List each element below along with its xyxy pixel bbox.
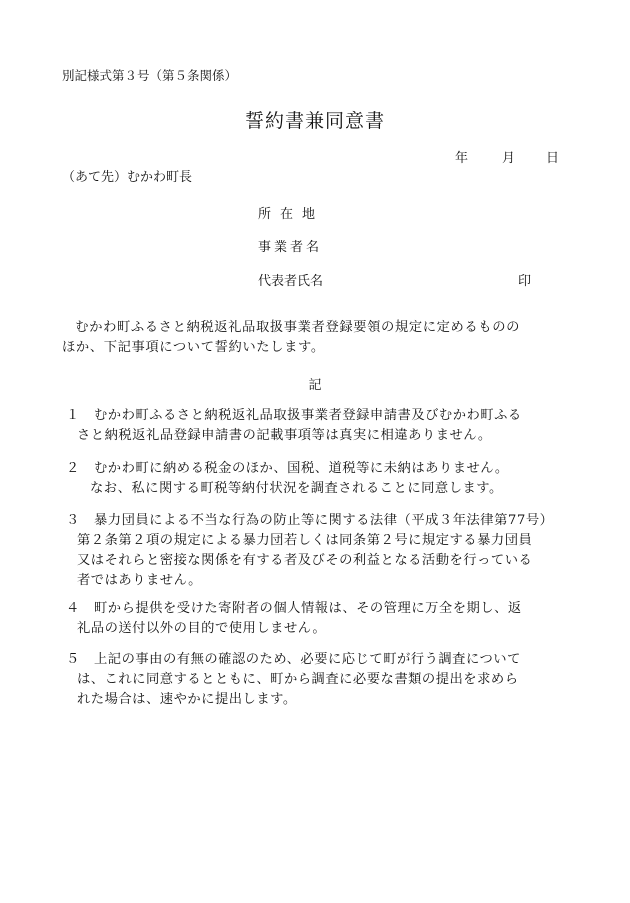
form-number: 別記様式第３号（第５条関係） [62,68,238,83]
item-number: １ [66,408,80,423]
date-day-label: 日 [546,151,560,166]
addressee: （あて先）むかわ町長 [62,170,193,185]
item-line: むかわ町に納める税金のほか、国税、道税等に未納はありません。 [94,461,509,476]
pledge-item [62,511,582,591]
item-line: さと納税返礼品登録申請書の記載事項等は真実に相違ありません。 [77,428,492,443]
item-line: 上記の事由の有無の確認のため、必要に応じて町が行う調査について [94,652,521,667]
item-number: ４ [66,601,80,616]
item-line: れた場合は、速やかに提出します。 [77,692,297,707]
intro-paragraph [62,318,562,358]
pledge-item [62,459,582,499]
item-number: ２ [66,461,80,476]
date-year-label: 年 [455,151,469,166]
item-line: 礼品の送付以外の目的で使用しません。 [77,621,327,636]
item-line: 者ではありません。 [77,573,202,588]
intro-line: ほか、下記事項について誓約いたします。 [62,340,325,355]
item-line: むかわ町ふるさと納税返礼品取扱事業者登録申請書及びむかわ町ふる [94,408,522,423]
intro-line: むかわ町ふるさと納税返礼品取扱事業者登録要領の規定に定めるものの [75,320,520,335]
item-line: 第２条第２項の規定による暴力団若しくは同条第２号に規定する暴力団員 [77,533,533,548]
date-row [455,147,559,166]
seal-mark: 印 [518,274,532,289]
ki-heading: 記 [308,378,322,393]
location-label: 所在地 [258,207,325,222]
item-line: 暴力団員による不当な行為の防止等に関する法律（平成３年法律第77号） [94,513,554,528]
pledge-item [62,650,582,710]
item-line: は、これに同意するとともに、町から調査に必要な書類の提出を求めら [77,672,519,687]
item-line: 又はそれらと密接な関係を有する者及びその利益となる活動を行っている [77,553,533,568]
item-line: なお、私に関する町税等納付状況を調査されることに同意します。 [90,481,503,496]
representative-label: 代表者氏名 [258,274,324,289]
business-name-label: 事業者名 [258,240,323,255]
item-number: ３ [66,513,80,528]
pledge-item [62,406,582,446]
document-title: 誓約書兼同意書 [244,110,385,132]
item-number: ５ [66,652,80,667]
date-month-label: 月 [502,151,516,166]
pledge-item [62,599,582,639]
item-line: 町から提供を受けた寄附者の個人情報は、その管理に万全を期し、返 [94,601,522,616]
